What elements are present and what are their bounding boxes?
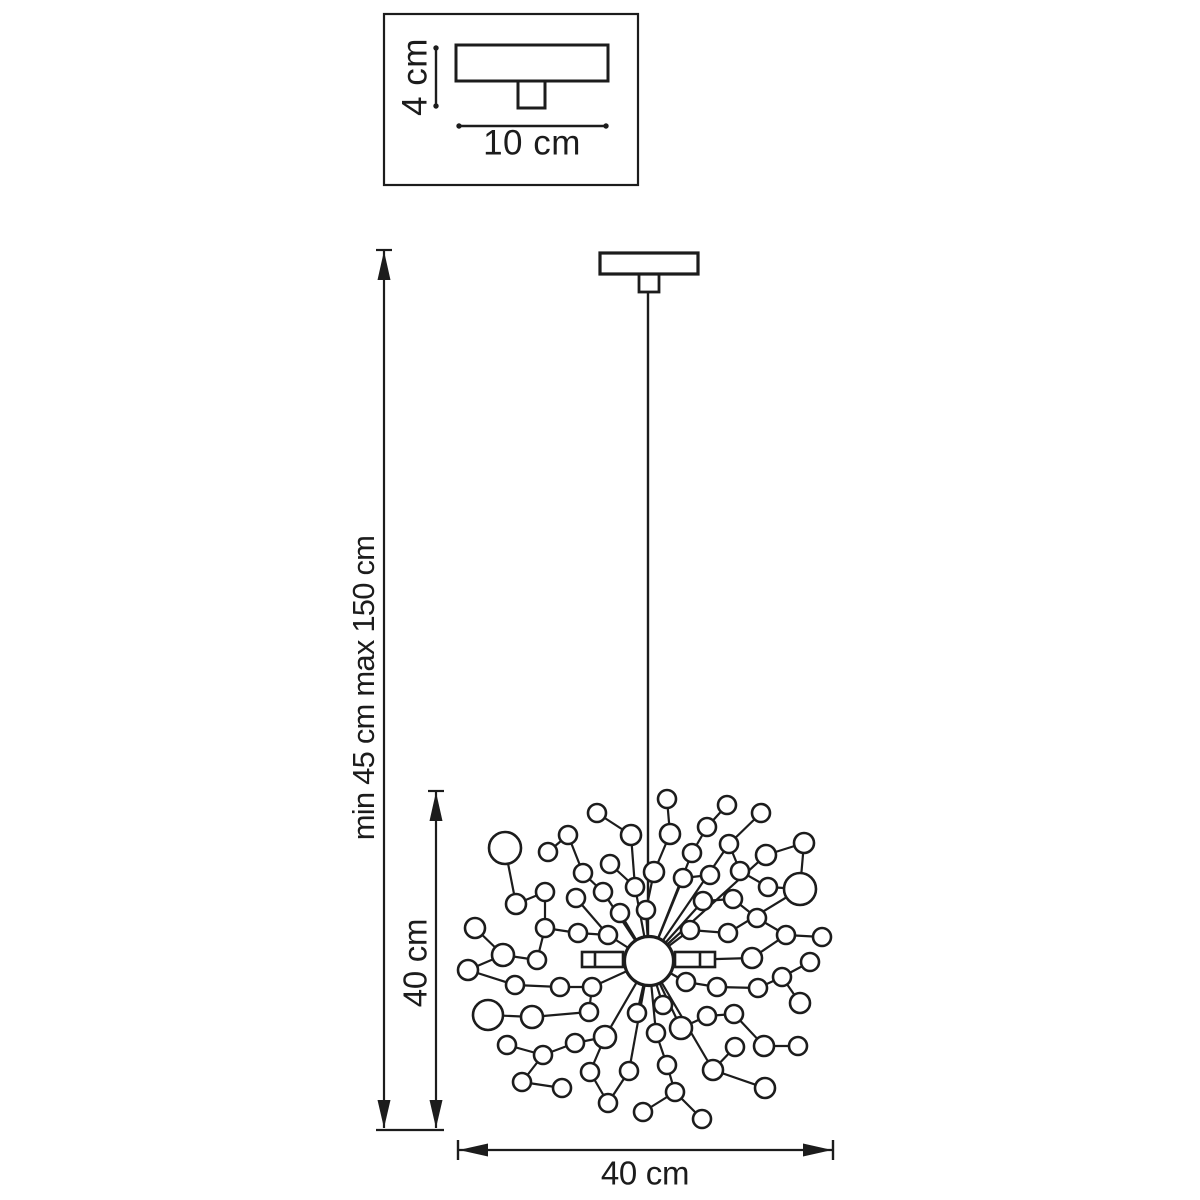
lamp-ball [719,924,737,942]
lamp-ball [789,1037,807,1055]
diagram-lineart [376,14,833,1160]
dimension-lines [376,250,833,1160]
lamp-ball [489,832,521,864]
lamp-ball [658,790,676,808]
suspension-range-label: min 45 cm max 150 cm [345,535,381,841]
lamp-ball [670,1017,692,1039]
lamp-ball [611,904,629,922]
lamp-ball [698,818,716,836]
body-height-label: 40 cm [396,918,434,1008]
lamp-ball [528,951,546,969]
lamp-ball [674,869,692,887]
lamp-ball [756,845,776,865]
mount-height-label: 4 cm [395,38,435,116]
lamp-ball [794,833,814,853]
lamp-ball [601,855,619,873]
lamp-ball [755,1078,775,1098]
lamp-ball [551,978,569,996]
lamp-ball [594,883,612,901]
lamp-ball [567,889,585,907]
lamp-ball [752,804,770,822]
lamp-ball [654,996,672,1014]
lamp-ball [773,968,791,986]
lamp-ball [693,1110,711,1128]
lamp-ball [742,948,762,968]
lamp-ball [581,1063,599,1081]
lamp-ball [599,926,617,944]
lamp-ball [621,825,641,845]
lamp-ball [681,921,699,939]
lamp-ball [458,960,478,980]
lamp-ball [708,978,726,996]
lamp-ball [599,1094,617,1112]
lamp-ball [754,1036,774,1056]
lamp-ball [660,824,680,844]
lamp-ball [666,1083,684,1101]
lamp-ball [506,976,524,994]
lamp-ball [731,862,749,880]
lamp-ball [566,1034,584,1052]
lamp-ball [465,918,485,938]
lamp-ball [628,1004,646,1022]
lamp-ball [498,1036,516,1054]
lamp-ball [683,844,701,862]
lamp-ball [677,973,695,991]
lamp-ball [626,878,644,896]
lamp-ball [634,1103,652,1121]
lamp-ball [588,804,606,822]
mount-width-label: 10 cm [483,123,581,163]
lamp-ball [513,1073,531,1091]
lamp-ball [784,873,816,905]
lamp-ball [594,1026,616,1048]
lamp-ball [536,919,554,937]
lamp-ball [559,826,577,844]
lamp-ball [647,1024,665,1042]
lamp-ball [620,1062,638,1080]
lamp-ball [813,928,831,946]
lamp-ball [694,892,712,910]
ceiling-canopy [600,253,698,940]
lamp-ball [718,796,736,814]
lamp-ball [492,944,514,966]
lamp-ball [506,894,526,914]
lamp-ball [569,924,587,942]
body-width-label: 40 cm [600,1154,690,1192]
lamp-ball [749,979,767,997]
lamp-ball [553,1079,571,1097]
lamp-ball [748,909,766,927]
lamp-ball [701,866,719,884]
lamp-ball [644,862,664,882]
lamp-ball [724,890,742,908]
lamp-ball [580,1003,598,1021]
lamp-ball [790,993,810,1013]
lamp-ball [725,1005,743,1023]
lamp-ball [726,1038,744,1056]
lamp-ball [720,835,738,853]
lamp-ball [583,978,601,996]
lamp-ball [574,864,592,882]
lamp-ball [698,1007,716,1025]
lamp-ball [534,1046,552,1064]
lamp-ball [536,883,554,901]
lamp-ball [658,1056,676,1074]
lamp-ball [703,1060,723,1080]
lamp-ball [777,926,795,944]
lamp-ball [539,843,557,861]
lamp-ball [637,901,655,919]
lamp-ball [759,878,777,896]
lamp-ball [473,1000,503,1030]
lamp-ball [801,953,819,971]
lamp-ball [521,1006,543,1028]
